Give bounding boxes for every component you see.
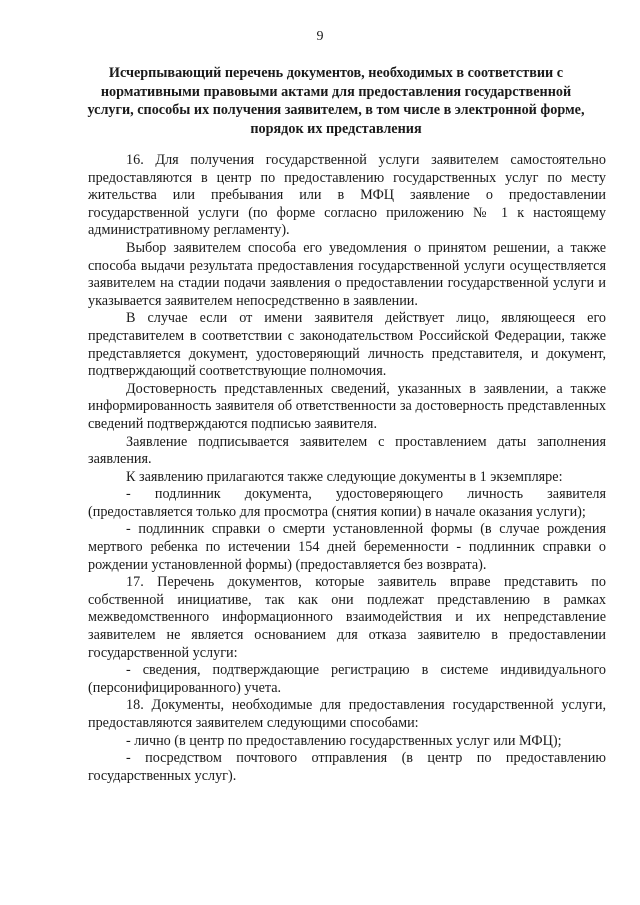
list-item: - подлинник документа, удостоверяющего личность заявителя (предоставляется только для просмотра (снятия копии) в начале оказания услуги); [88, 486, 606, 520]
paragraph: Достоверность представленных сведений, указанных в заявлении, а также информированность заявителя об ответственности за достоверность представленных сведений подтверждаются подписью заявителя. [88, 380, 606, 432]
paragraph: Выбор заявителем способа его уведомления о принятом решении, а также способа выдачи результата предоставления государственной услуги осуществляется заявителем на стадии подачи заявления о предоставлении государственной услуги и указывается заявителем непосредственно в заявлении. [88, 239, 606, 309]
paragraph-17: 17. Перечень документов, которые заявитель вправе представить по собственной инициативе, так как они подлежат представлению в рамках межведомственного информационного взаимодействия и их непредставление заявителем не является основанием для отказа заявителю в предоставлении государственной услуги: [88, 574, 606, 661]
list-item: - подлинник справки о смерти установленной формы (в случае рождения мертвого ребенка по истечении 154 дней беременности - подлинник справки о рождении установленной формы) (предоставляется без возврата). [88, 521, 606, 573]
paragraph: Заявление подписывается заявителем с проставлением даты заполнения заявления. [88, 433, 606, 468]
section-heading: Исчерпывающий перечень документов, необходимых в соответствии с нормативными правовыми актами для предоставления государственной услуги, способы их получения заявителем, в том числе в электронной форме, порядок их представления [87, 65, 585, 137]
list-item: - лично (в центр по предоставлению государственных услуг или МФЦ); [126, 732, 562, 749]
paragraph-18: 18. Документы, необходимые для предоставления государственной услуги, предоставляются заявителем следующими способами: [88, 697, 606, 731]
paragraph: В случае если от имени заявителя действует лицо, являющееся его представителем в соответствии с законодательством Российской Федерации, также представляется документ, удостоверяющий личность представителя, и документ, подтверждающий соответствующие полномочия. [88, 310, 606, 380]
list-item: - сведения, подтверждающие регистрацию в системе индивидуального (персонифицированного) учета. [88, 662, 606, 696]
document-body [88, 152, 606, 785]
page-number: 9 [316, 29, 324, 44]
list-item: - посредством почтового отправления (в центр по предоставлению государственных услуг). [88, 750, 606, 784]
paragraph: К заявлению прилагаются также следующие документы в 1 экземпляре: [126, 468, 563, 485]
paragraph-16: 16. Для получения государственной услуги заявителем самостоятельно предоставляются в центр по предоставлению государственных услуг по месту жительства или пребывания или в МФЦ заявление о предоставлении государственной услуги (по форме согласно приложению № 1 к настоящему административному регламенту). [88, 152, 606, 239]
